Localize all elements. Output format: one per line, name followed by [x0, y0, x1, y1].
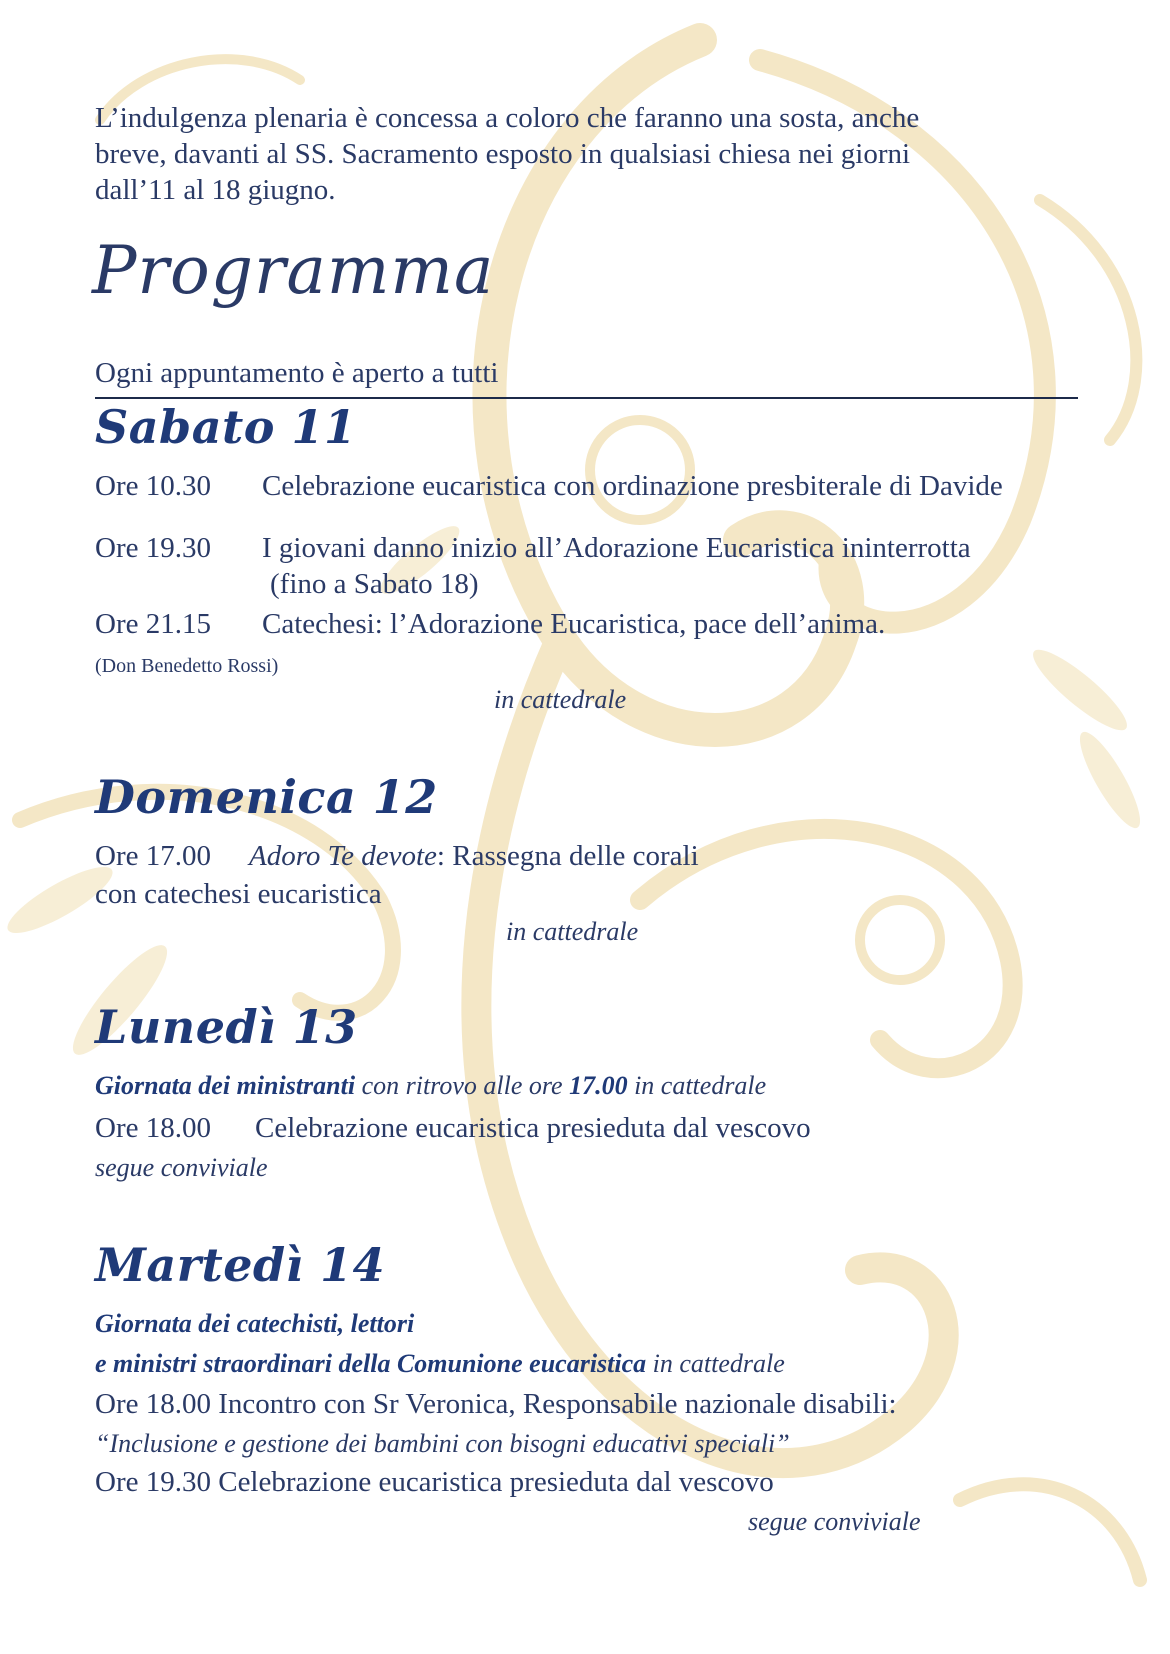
sabato-location: in cattedrale [494, 685, 627, 714]
lunedi-e1-text: Celebrazione eucaristica presieduta dal vescovo [255, 1112, 811, 1144]
lunedi-giornata-bold: Giornata dei ministranti [95, 1071, 356, 1100]
martedi-e1-quote: “Inclusione e gestione dei bambini con bisogni educativi speciali” [95, 1429, 790, 1458]
domenica-e1-line [95, 838, 699, 874]
heading-sabato: Sabato 11 [95, 400, 357, 454]
sabato-e1-time: Ore 10.30 [95, 470, 211, 502]
sabato-e3-time: Ore 21.15 [95, 608, 211, 640]
martedi-giornata-bold: e ministri straordinari della Comunione eucaristica [95, 1349, 647, 1378]
martedi-giornata-italic: in cattedrale [646, 1349, 785, 1378]
intro-line-3: dall’11 al 18 giugno. [95, 174, 336, 206]
lunedi-e1-time: Ore 18.00 [95, 1112, 211, 1144]
lunedi-segue: segue conviviale [95, 1153, 268, 1182]
subtitle: Ogni appuntamento è aperto a tutti [95, 357, 499, 389]
lunedi-giornata-italic-1: con ritrovo alle ore [355, 1071, 570, 1100]
domenica-e1-text-2: con catechesi eucaristica [95, 878, 382, 910]
divider-rule [95, 397, 1078, 399]
domenica-e1-time: Ore 17.00 [95, 840, 211, 872]
martedi-giornata-line-1: Giornata dei catechisti, lettori [95, 1309, 415, 1338]
domenica-e1-italic: Adoro Te devote [248, 840, 437, 872]
heading-lunedi: Lunedì 13 [95, 1000, 358, 1054]
sabato-e3-text: Catechesi: l’Adorazione Eucaristica, pace dell’anima. [262, 608, 886, 640]
domenica-location: in cattedrale [506, 917, 639, 946]
heading-martedi: Martedì 14 [95, 1238, 386, 1292]
martedi-e2: Ore 19.30 Celebrazione eucaristica presieduta dal vescovo [95, 1466, 774, 1498]
sabato-e2-text-2: (fino a Sabato 18) [270, 568, 479, 600]
domenica-e1-text: : Rassegna delle corali [436, 840, 699, 872]
sabato-e2-time: Ore 19.30 [95, 532, 211, 564]
martedi-e1: Ore 18.00 Incontro con Sr Veronica, Responsabile nazionale disabili: [95, 1388, 897, 1420]
lunedi-giornata-time: 17.00 [569, 1071, 628, 1100]
heading-domenica: Domenica 12 [95, 770, 438, 824]
intro-line-1: L’indulgenza plenaria è concessa a coloro che faranno una sosta, anche [95, 102, 920, 134]
intro-line-2: breve, davanti al SS. Sacramento esposto in qualsiasi chiesa nei giorni [95, 138, 911, 170]
programma-title: Programma [92, 232, 495, 309]
sabato-e3-speaker: (Don Benedetto Rossi) [95, 655, 279, 677]
sabato-e1-text: Celebrazione eucaristica con ordinazione presbiterale di Davide [262, 470, 1003, 502]
martedi-giornata-line-2 [95, 1346, 785, 1382]
lunedi-giornata [95, 1068, 766, 1104]
martedi-segue: segue conviviale [748, 1507, 921, 1536]
lunedi-giornata-italic-2: in cattedrale [627, 1071, 767, 1100]
sabato-e2-text-1: I giovani danno inizio all’Adorazione Eucaristica ininterrotta [262, 532, 971, 564]
